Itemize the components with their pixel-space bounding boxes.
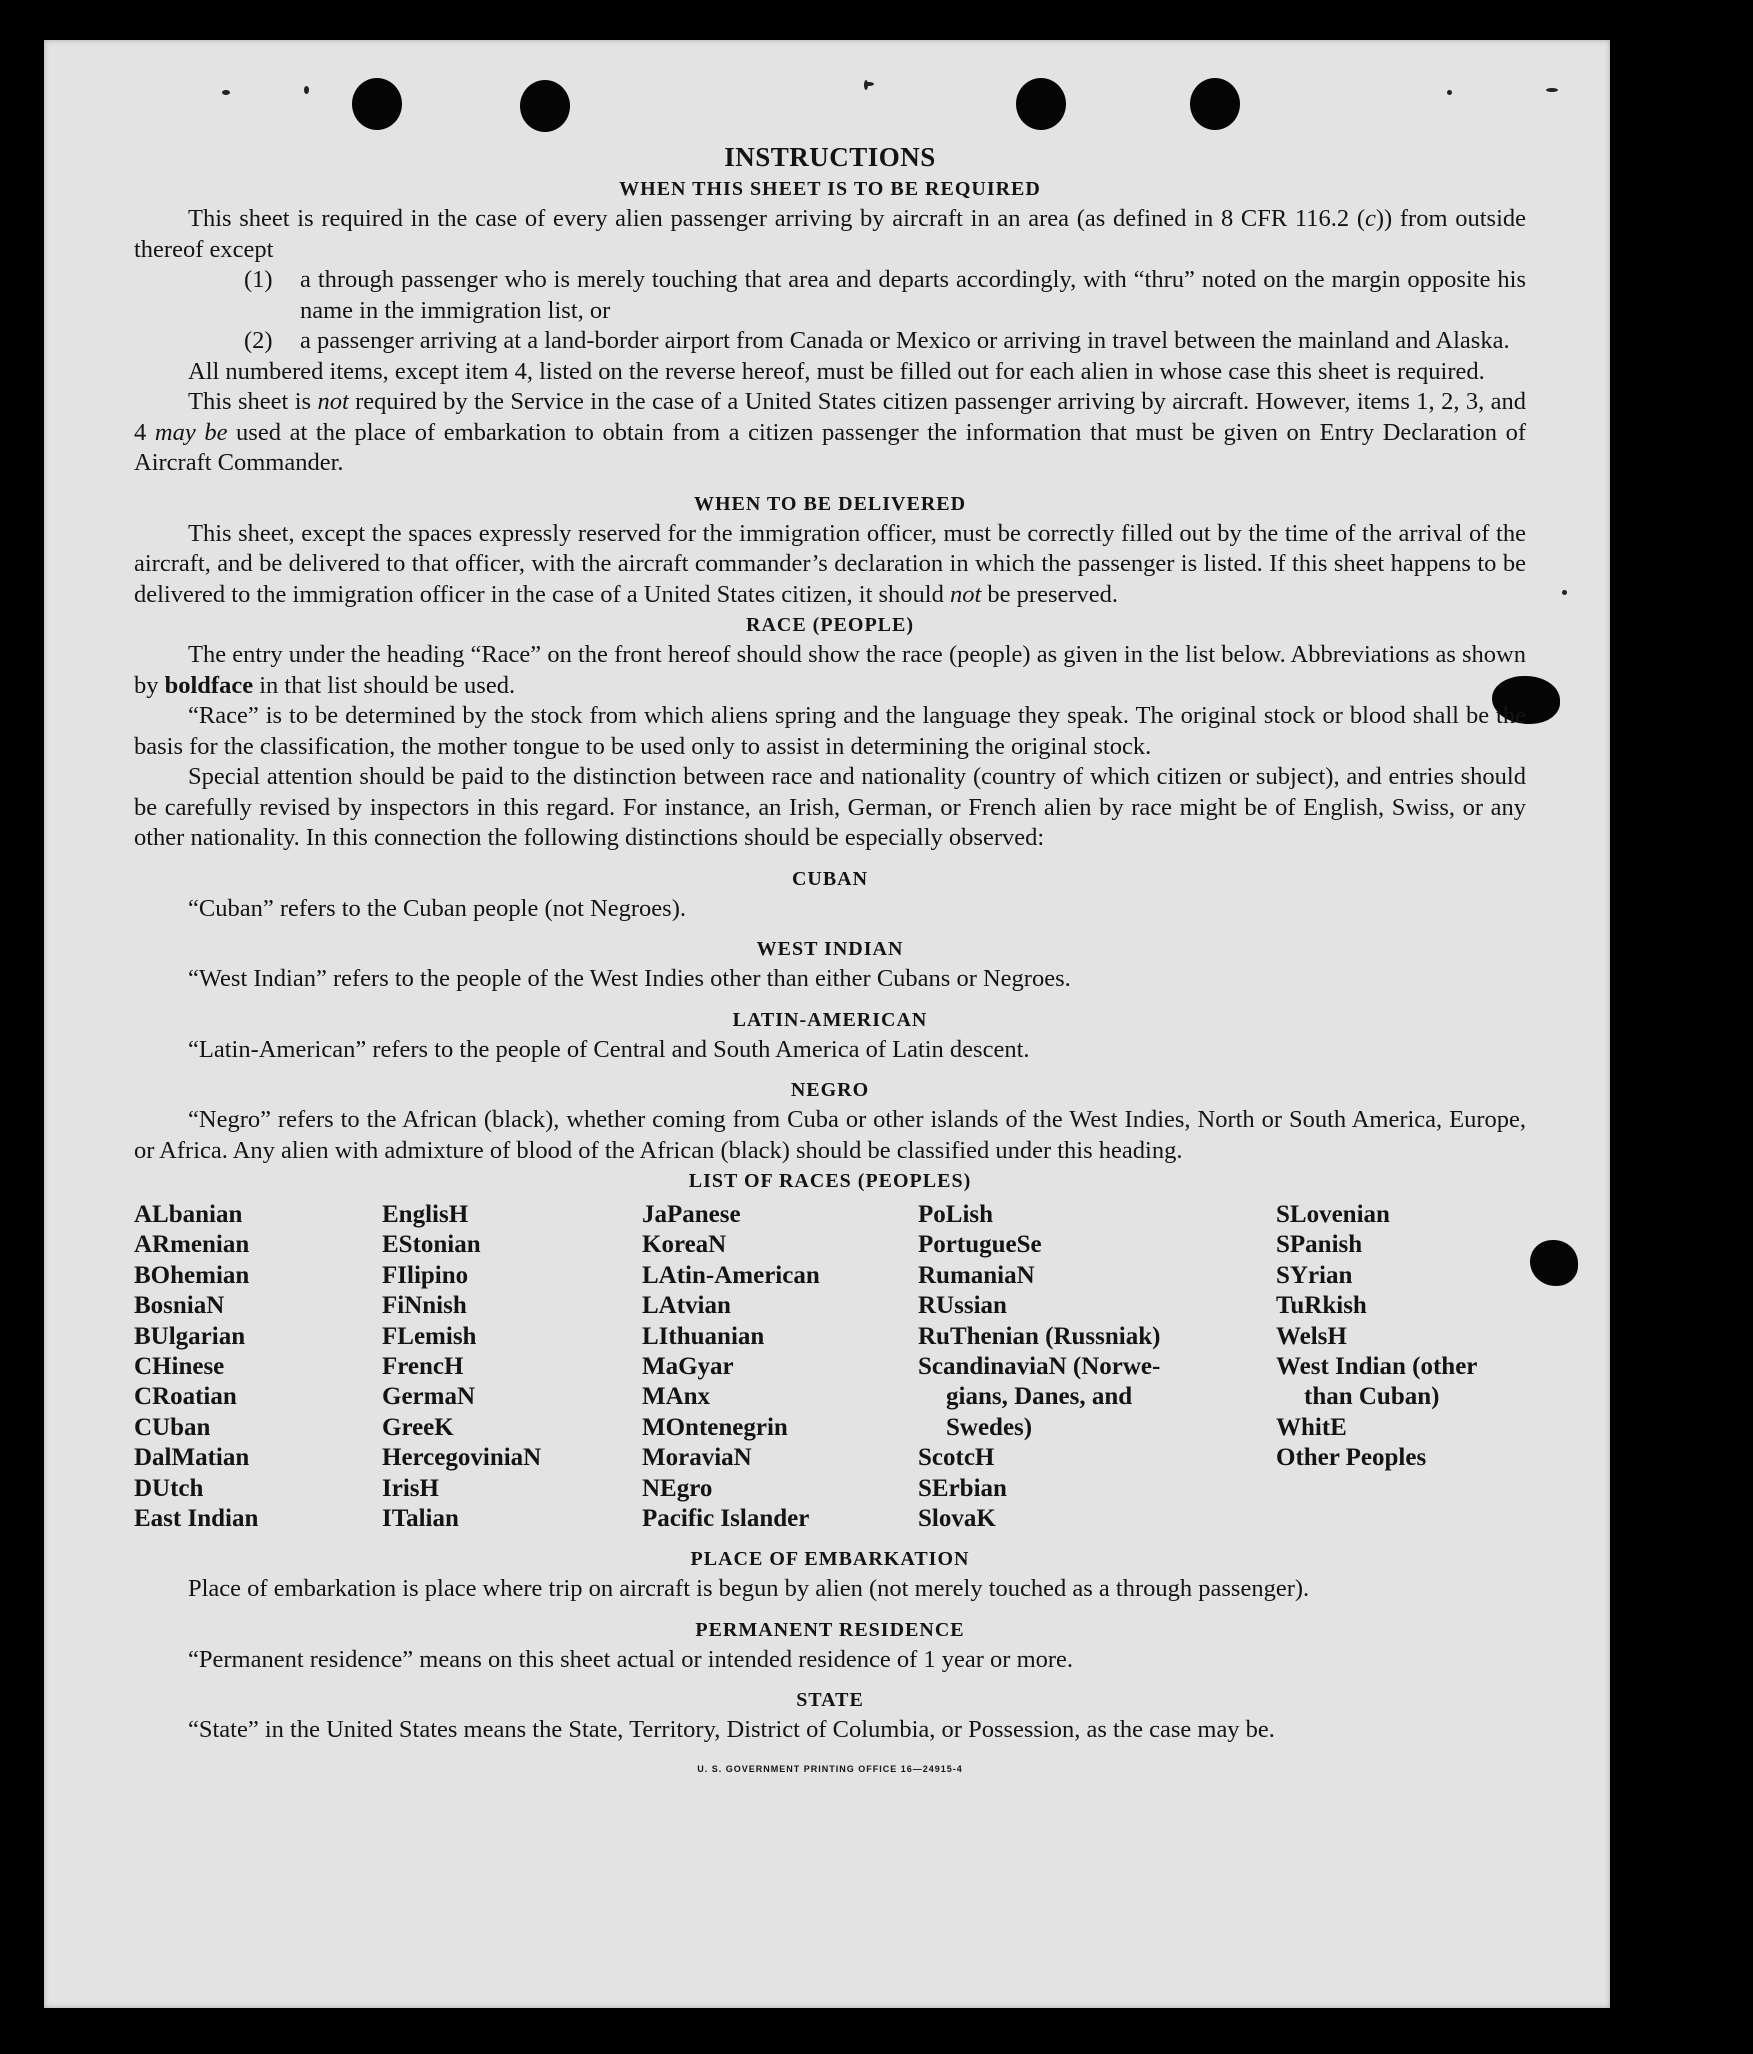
race-entry: GermaN: [382, 1383, 476, 1411]
race-entry: PortugueSe: [918, 1231, 1042, 1259]
section-heading-place-of-embarkation: PLACE OF EMBARKATION: [690, 1548, 970, 1571]
citizen-note: This sheet is not required by the Service in the case of a United States citizen passenger arriving by aircraft. However, items 1, 2, 3, and 4 may be used at the place of embarkation to obtain from a citizen passenger the information that must be given on Entry Declaration of Aircraft Commander.: [134, 388, 1526, 476]
race-entry: IrisH: [382, 1474, 439, 1502]
race-entry: ARmenian: [134, 1231, 250, 1259]
races-column: [642, 1200, 918, 1534]
exception-text: a passenger arriving at a land-border airport from Canada or Mexico or arriving in travel between the mainland and Alaska.: [300, 327, 1510, 354]
race-entry: Other Peoples: [1276, 1444, 1427, 1472]
race-entry: BosniaN: [134, 1292, 225, 1320]
race-entry: SErbian: [918, 1474, 1007, 1502]
exception-number: (2): [244, 327, 273, 354]
race-entry: RuThenian (Russniak): [918, 1322, 1161, 1350]
race-entry: FrencH: [382, 1353, 464, 1381]
race-entry: MoraviaN: [642, 1444, 752, 1472]
punch-hole: [520, 80, 570, 132]
when-required-intro: This sheet is required in the case of every alien passenger arriving by aircraft in an area (as defined in 8 CFR 116.2 (c)) from outside thereof except: [134, 205, 1526, 263]
numbered-items-note: All numbered items, except item 4, listed on the reverse hereof, must be filled out for each alien in whose case this sheet is required.: [188, 357, 1485, 385]
exception-number: (1): [244, 266, 273, 293]
races-column: [382, 1200, 642, 1534]
race-entry: EStonian: [382, 1231, 481, 1259]
exception-text: a through passenger who is merely touching that area and departs accordingly, with “thru” noted on the margin opposite his name in the immigration list, or: [300, 266, 1526, 324]
race-entry: CUban: [134, 1413, 211, 1441]
race-entry: MOntenegrin: [642, 1413, 788, 1441]
race-entry: MaGyar: [642, 1353, 734, 1381]
race-entry: WhitE: [1276, 1413, 1347, 1441]
race-paragraph-1: The entry under the heading “Race” on the front hereof should show the race (people) as given in the list below. Abbreviations as shown by boldface in that list should be used.: [134, 641, 1526, 699]
section-heading-when-required: WHEN THIS SHEET IS TO BE REQUIRED: [619, 178, 1041, 200]
race-entry: FiNnish: [382, 1292, 467, 1320]
race-entry: DUtch: [134, 1474, 204, 1502]
state-text: “State” in the United States means the State, Territory, District of Columbia, or Possession, as the case may be.: [188, 1716, 1275, 1744]
race-entry: LIthuanian: [642, 1322, 765, 1350]
section-heading-west-indian: WEST INDIAN: [756, 938, 904, 960]
race-entry: NEgro: [642, 1474, 713, 1502]
race-entry: RUssian: [918, 1292, 1007, 1320]
race-entry: ScotcH: [918, 1444, 995, 1472]
race-entry: ALbanian: [134, 1201, 243, 1228]
race-entry: ScandinaviaN (Norwe-: [918, 1353, 1161, 1381]
race-entry: East Indian: [134, 1505, 259, 1533]
race-entry: BUlgarian: [134, 1322, 246, 1350]
punch-hole: [1016, 78, 1066, 130]
races-column: [1276, 1200, 1526, 1534]
race-entry: PoLish: [918, 1201, 994, 1228]
race-entry: LAtin-American: [642, 1261, 820, 1289]
page-title: INSTRUCTIONS: [724, 142, 936, 172]
section-heading-state: STATE: [796, 1689, 864, 1712]
section-heading-negro: NEGRO: [790, 1079, 870, 1101]
exception-item: [134, 265, 1526, 326]
cuban-text: “Cuban” refers to the Cuban people (not Negroes).: [188, 894, 686, 922]
section-heading-list-of-races: LIST OF RACES (PEOPLES): [688, 1170, 972, 1192]
permanent-residence-text: “Permanent residence” means on this sheet actual or intended residence of 1 year or more.: [188, 1645, 1074, 1673]
section-heading-race: RACE (PEOPLE): [746, 614, 914, 636]
race-entry: JaPanese: [642, 1201, 741, 1228]
race-entry: LAtvian: [642, 1292, 731, 1320]
race-entry: SLovenian: [1276, 1201, 1390, 1228]
when-delivered-text: This sheet, except the spaces expressly reserved for the immigration officer, must be correctly filled out by the time of the arrival of the aircraft, and be delivered to that officer, with the aircraft commander’s declaration in which the passenger is listed. If this sheet happens to be delivered to the immigration officer in the case of a United States citizen, it should not be preserved.: [134, 519, 1526, 608]
race-entry: GreeK: [382, 1413, 454, 1441]
race-entry: DalMatian: [134, 1444, 250, 1472]
race-entry: CRoatian: [134, 1383, 237, 1411]
instructions-content: [134, 140, 1526, 1784]
races-column: [918, 1200, 1276, 1534]
race-entry: SlovaK: [918, 1505, 996, 1533]
race-entry-continued: than Cuban): [1304, 1383, 1440, 1411]
race-entry: EnglisH: [382, 1201, 469, 1228]
speck: [222, 90, 230, 95]
negro-text: “Negro” refers to the African (black), whether coming from Cuba or other islands of the West Indies, North or South America, Europe, or Africa. Any alien with admixture of blood of the African (black) should be classified under this heading.: [134, 1106, 1526, 1164]
race-entry: FIlipino: [382, 1261, 469, 1289]
ink-blot: [1530, 1240, 1578, 1286]
race-entry: SPanish: [1276, 1231, 1363, 1259]
speck: [304, 86, 309, 94]
latin-american-text: “Latin-American” refers to the people of Central and South America of Latin descent.: [188, 1035, 1030, 1063]
speck: [1447, 90, 1452, 95]
race-entry-continued: gians, Danes, and: [946, 1383, 1133, 1411]
printing-office-imprint: U. S. GOVERNMENT PRINTING OFFICE 16—24915-4: [697, 1763, 963, 1774]
race-entry: SYrian: [1276, 1261, 1353, 1289]
race-entry: West Indian (other: [1276, 1353, 1478, 1381]
speck: [1546, 88, 1558, 92]
section-heading-permanent-residence: PERMANENT RESIDENCE: [695, 1618, 965, 1641]
west-indian-text: “West Indian” refers to the people of the West Indies other than either Cubans or Negroes.: [188, 965, 1071, 992]
exception-item: [134, 326, 1526, 357]
race-entry: ITalian: [382, 1505, 459, 1533]
punch-hole: [352, 78, 402, 130]
race-entry: CHinese: [134, 1353, 225, 1381]
punch-hole: [1190, 78, 1240, 130]
race-entry: BOhemian: [134, 1261, 250, 1289]
race-entry: RumaniaN: [918, 1261, 1035, 1289]
race-paragraph-3: Special attention should be paid to the distinction between race and nationality (country of which citizen or subject), and entries should be carefully revised by inspectors in this regard. For instance, an Irish, German, or French alien by race might be of English, Swiss, or any other nationality. In this connection the following distinctions should be especially observed:: [134, 763, 1526, 851]
race-entry: TuRkish: [1276, 1292, 1367, 1320]
race-entry-continued: Swedes): [946, 1413, 1033, 1441]
race-entry: KoreaN: [642, 1231, 727, 1259]
race-paragraph-2: “Race” is to be determined by the stock from which aliens spring and the language they speak. The original stock or blood shall be the basis for the classification, the mother tongue to be used only to assist in determining the original stock.: [134, 702, 1526, 760]
race-entry: HercegoviniaN: [382, 1444, 542, 1472]
race-entry: FLemish: [382, 1322, 477, 1350]
race-entry: MAnx: [642, 1383, 711, 1411]
races-list: [134, 1200, 1526, 1534]
place-of-embarkation-text: Place of embarkation is place where trip on aircraft is begun by alien (not merely touched as a through passenger).: [188, 1575, 1310, 1603]
section-heading-latin-american: LATIN-AMERICAN: [732, 1008, 928, 1031]
races-column: [134, 1200, 382, 1534]
speck: [1562, 590, 1567, 595]
section-heading-when-delivered: WHEN TO BE DELIVERED: [693, 492, 967, 515]
speck: [864, 82, 874, 86]
race-entry: Pacific Islander: [642, 1505, 810, 1533]
section-heading-cuban: CUBAN: [791, 867, 869, 890]
race-entry: WelsH: [1276, 1322, 1347, 1350]
